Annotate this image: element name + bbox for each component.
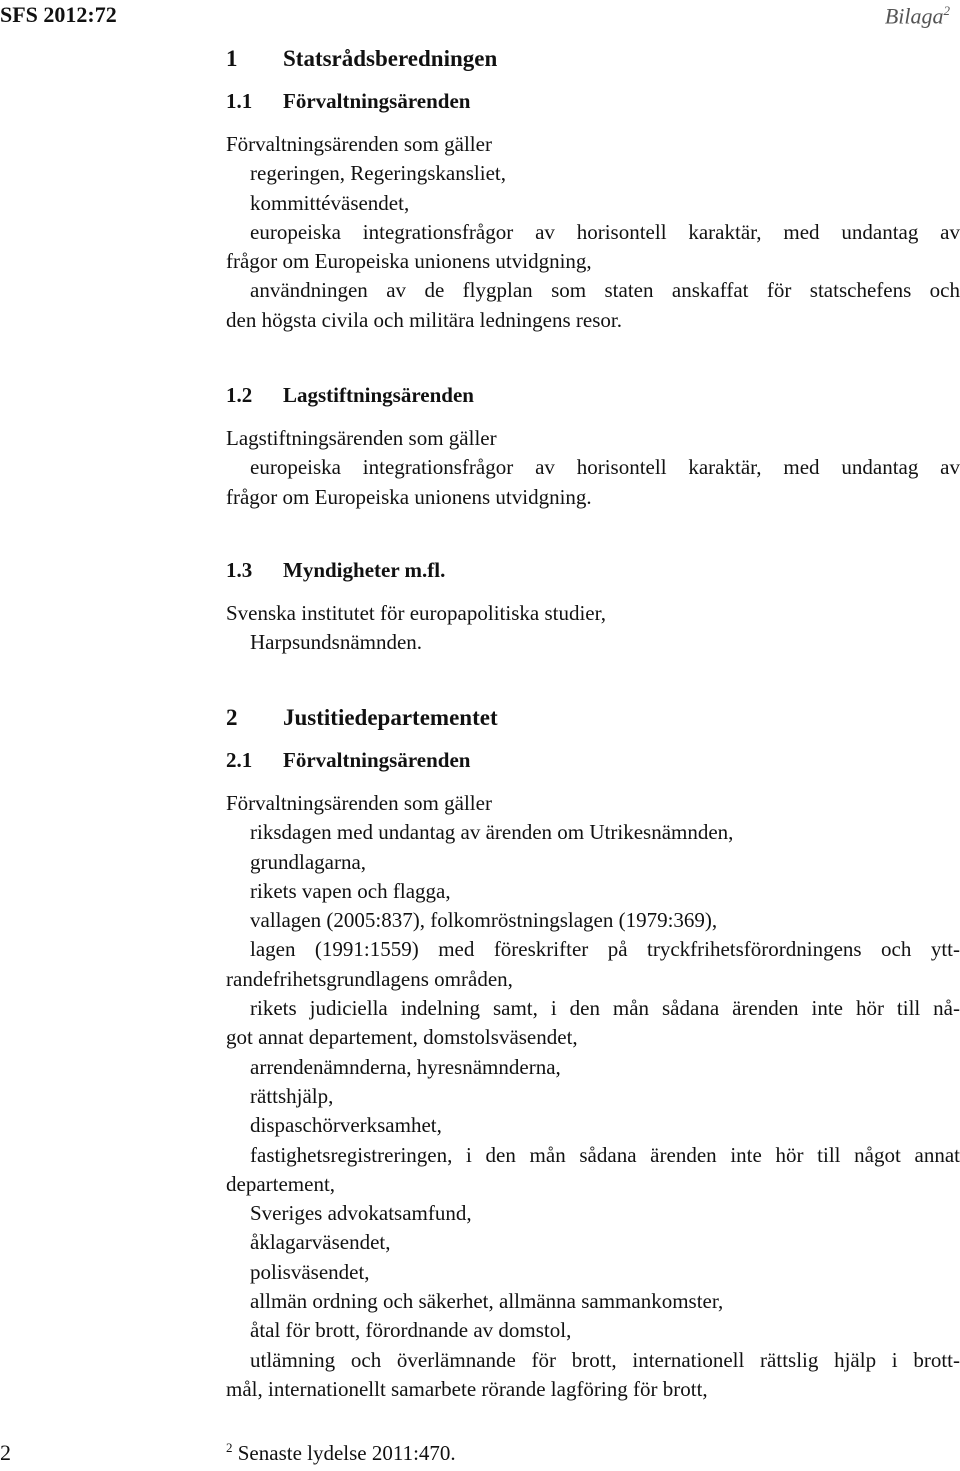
body-line: den högsta civila och militära ledningens resor. [226, 307, 622, 332]
body-line: europeiska integrationsfrågor av horisontell karaktär, med undantag av [250, 219, 960, 244]
body-line: dispaschörverksamhet, [250, 1113, 442, 1138]
body-line: kommittéväsendet, [250, 190, 410, 215]
subsection-heading-1-3 [226, 558, 445, 583]
body-line: frågor om Europeiska unionens utvidgning. [226, 484, 592, 509]
subsection-heading-1-1 [226, 89, 470, 114]
subsection-title: Förvaltningsärenden [283, 748, 471, 772]
body-line: Svenska institutet för europapolitiska studier, [226, 601, 607, 625]
section-heading-2 [226, 705, 498, 731]
body-line: Harpsundsnämnden. [250, 630, 423, 655]
section-heading-1 [226, 46, 497, 72]
body-line: vallagen (2005:837), folkomröstningslagen (1979:369), [250, 908, 718, 933]
subsection-1-3-body [226, 599, 960, 658]
subsection-1-1-body [226, 130, 960, 335]
subsection-heading-2-1 [226, 748, 470, 773]
subsection-number: 1.2 [226, 383, 253, 407]
section-title: Justitiedepartementet [283, 705, 498, 730]
body-line: fastighetsregistreringen, i den mån sådana ärenden inte hör till något annat [250, 1142, 960, 1167]
subsection-number: 1.1 [226, 89, 253, 113]
section-title: Statsrådsberedningen [283, 46, 498, 71]
footnote [226, 1440, 456, 1466]
body-line: Sveriges advokatsamfund, [250, 1201, 472, 1226]
subsection-title: Förvaltningsärenden [283, 89, 471, 113]
body-line: grundlagarna, [250, 849, 367, 874]
body-line: departement, [226, 1171, 336, 1196]
appendix-footnote-ref: 2 [943, 3, 950, 18]
body-line: utlämning och överlämnande för brott, internationell rättslig hjälp i brott- [250, 1347, 960, 1372]
appendix-label-text: Bilaga [884, 3, 944, 29]
footnote-text: Senaste lydelse 2011:470. [232, 1441, 456, 1465]
section-number: 2 [226, 705, 238, 730]
subsection-heading-1-2 [226, 383, 474, 408]
body-line: åtal för brott, förordnande av domstol, [250, 1318, 572, 1343]
body-line: frågor om Europeiska unionens utvidgning, [226, 249, 592, 274]
footnote-marker: 2 [226, 1440, 233, 1455]
body-line: användningen av de flygplan som staten anskaffat för statschefens och [250, 278, 960, 303]
body-line: mål, internationellt samarbete rörande lagföring för brott, [226, 1376, 708, 1401]
body-line: randefrihetsgrundlagens områden, [226, 966, 513, 991]
body-line: Lagstiftningsärenden som gäller [226, 426, 497, 450]
body-line: europeiska integrationsfrågor av horisontell karaktär, med undantag av [250, 455, 960, 480]
body-line: riksdagen med undantag av ärenden om Utrikesnämnden, [250, 820, 734, 845]
body-line: Förvaltningsärenden som gäller [226, 132, 492, 156]
subsection-title: Lagstiftningsärenden [283, 383, 474, 407]
document-id: SFS 2012:72 [0, 2, 117, 27]
appendix-label [885, 3, 950, 29]
body-line: Förvaltningsärenden som gäller [226, 791, 492, 815]
section-number: 1 [226, 46, 238, 71]
body-line: polisväsendet, [250, 1259, 370, 1284]
body-line: rikets judiciella indelning samt, i den mån sådana ärenden inte hör till nå- [250, 996, 960, 1021]
body-line: regeringen, Regeringskansliet, [250, 161, 506, 186]
body-line: lagen (1991:1559) med föreskrifter på tryckfrihetsförordningens och ytt- [250, 937, 960, 962]
body-line: rikets vapen och flagga, [250, 878, 451, 903]
body-line: got annat departement, domstolsväsendet, [226, 1025, 578, 1050]
subsection-1-2-body [226, 424, 960, 512]
body-line: allmän ordning och säkerhet, allmänna sammankomster, [250, 1289, 724, 1314]
page-number: 2 [0, 1440, 11, 1465]
subsection-number: 1.3 [226, 558, 253, 582]
subsection-title: Myndigheter m.fl. [283, 558, 446, 582]
body-line: arrendenämnderna, hyresnämnderna, [250, 1054, 561, 1079]
body-line: åklagarväsendet, [250, 1230, 391, 1255]
subsection-2-1-body [226, 789, 960, 1404]
body-line: rättshjälp, [250, 1083, 334, 1108]
subsection-number: 2.1 [226, 748, 253, 772]
